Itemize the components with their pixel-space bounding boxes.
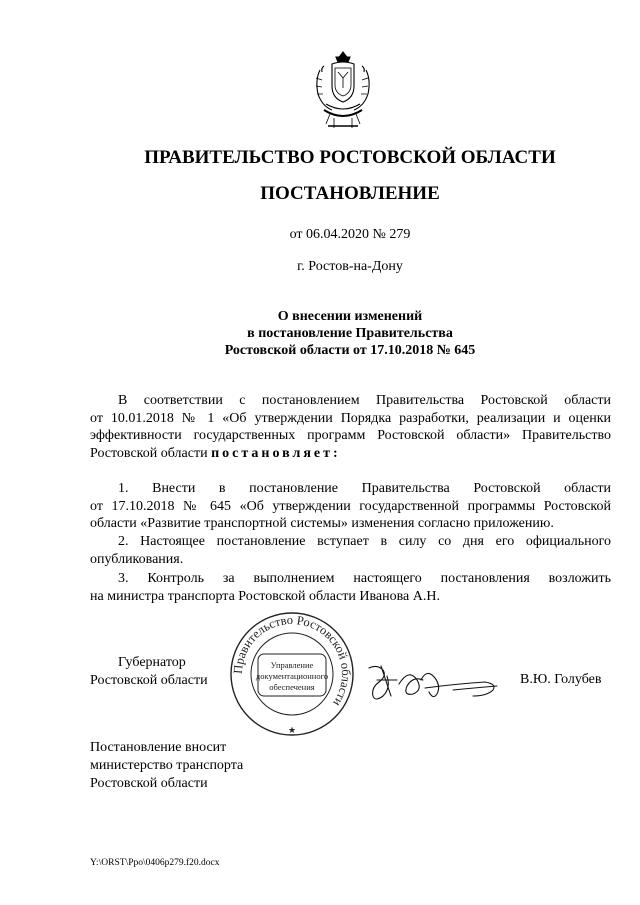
position-line: Ростовской области — [90, 673, 208, 688]
submitter-note — [90, 739, 243, 793]
preamble-paragraph — [90, 392, 611, 462]
stamp-inner-line: документационного — [255, 671, 329, 681]
stamp-ring-text: Правительство Ростовской области — [230, 612, 354, 709]
paragraph-line: 3. Контроль за выполнением настоящего постановления возложить — [118, 571, 611, 586]
paragraph-line: области «Развитие транспортной системы» изменения согласно приложению. — [90, 516, 554, 531]
item-2-paragraph — [90, 533, 611, 568]
note-line: Постановление вносит — [90, 740, 227, 755]
paragraph-line — [90, 445, 611, 463]
official-stamp — [228, 610, 356, 738]
note-line: министерство транспорта — [90, 758, 244, 773]
signatory-position — [90, 654, 208, 690]
item-3-paragraph — [90, 570, 611, 605]
paragraph-line: В соответствии с постановлением Правительства Ростовской области — [118, 393, 611, 408]
signatory-name: В.Ю. Голубев — [520, 672, 602, 687]
svg-text:★: ★ — [287, 725, 297, 735]
paragraph-line: опубликования. — [90, 551, 184, 567]
paragraph-line: от 17.10.2018 № 645 «Об утверждении государственной программы Ростовской — [90, 498, 611, 514]
document-date-number: от 06.04.2020 № 279 — [289, 227, 411, 242]
handwritten-signature — [365, 658, 500, 702]
rostov-oblast-coat-of-arms-icon — [312, 48, 374, 130]
subject-line: Ростовской области от 17.10.2018 № 645 — [224, 343, 476, 358]
paragraph-line: 1. Внести в постановление Правительства Ростовской области — [118, 481, 611, 496]
subject-line: в постановление Правительства — [247, 326, 453, 341]
document-type: ПОСТАНОВЛЕНИЕ — [260, 183, 440, 204]
paragraph-line: 2. Настоящее постановление вступает в силу со дня его официального — [118, 534, 611, 549]
paragraph-line: эффективности государственных программ Ростовской области» Правительство — [90, 428, 611, 443]
subject-line: О внесении изменений — [277, 309, 423, 324]
resolves-keyword: постановляет: — [211, 445, 341, 461]
paragraph-line: на министра транспорта Ростовской области Иванова А.Н. — [90, 588, 440, 604]
item-1-paragraph — [90, 480, 611, 533]
document-subject — [0, 308, 640, 359]
government-title: ПРАВИТЕЛЬСТВО РОСТОВСКОЙ ОБЛАСТИ — [144, 147, 556, 168]
file-path: Y:\ORST\Ppo\0406p279.f20.docx — [90, 858, 220, 868]
paragraph-line: от 10.01.2018 № 1 «Об утверждении Порядка разработки, реализации и оценки — [90, 410, 611, 426]
document-city: г. Ростов-на-Дону — [297, 259, 403, 274]
paragraph-text: Ростовской области — [90, 445, 212, 461]
stamp-inner-line: Управление — [270, 660, 314, 670]
note-line: Ростовской области — [90, 776, 208, 791]
stamp-inner-line: обеспечения — [269, 682, 315, 692]
position-line: Губернатор — [118, 655, 186, 670]
